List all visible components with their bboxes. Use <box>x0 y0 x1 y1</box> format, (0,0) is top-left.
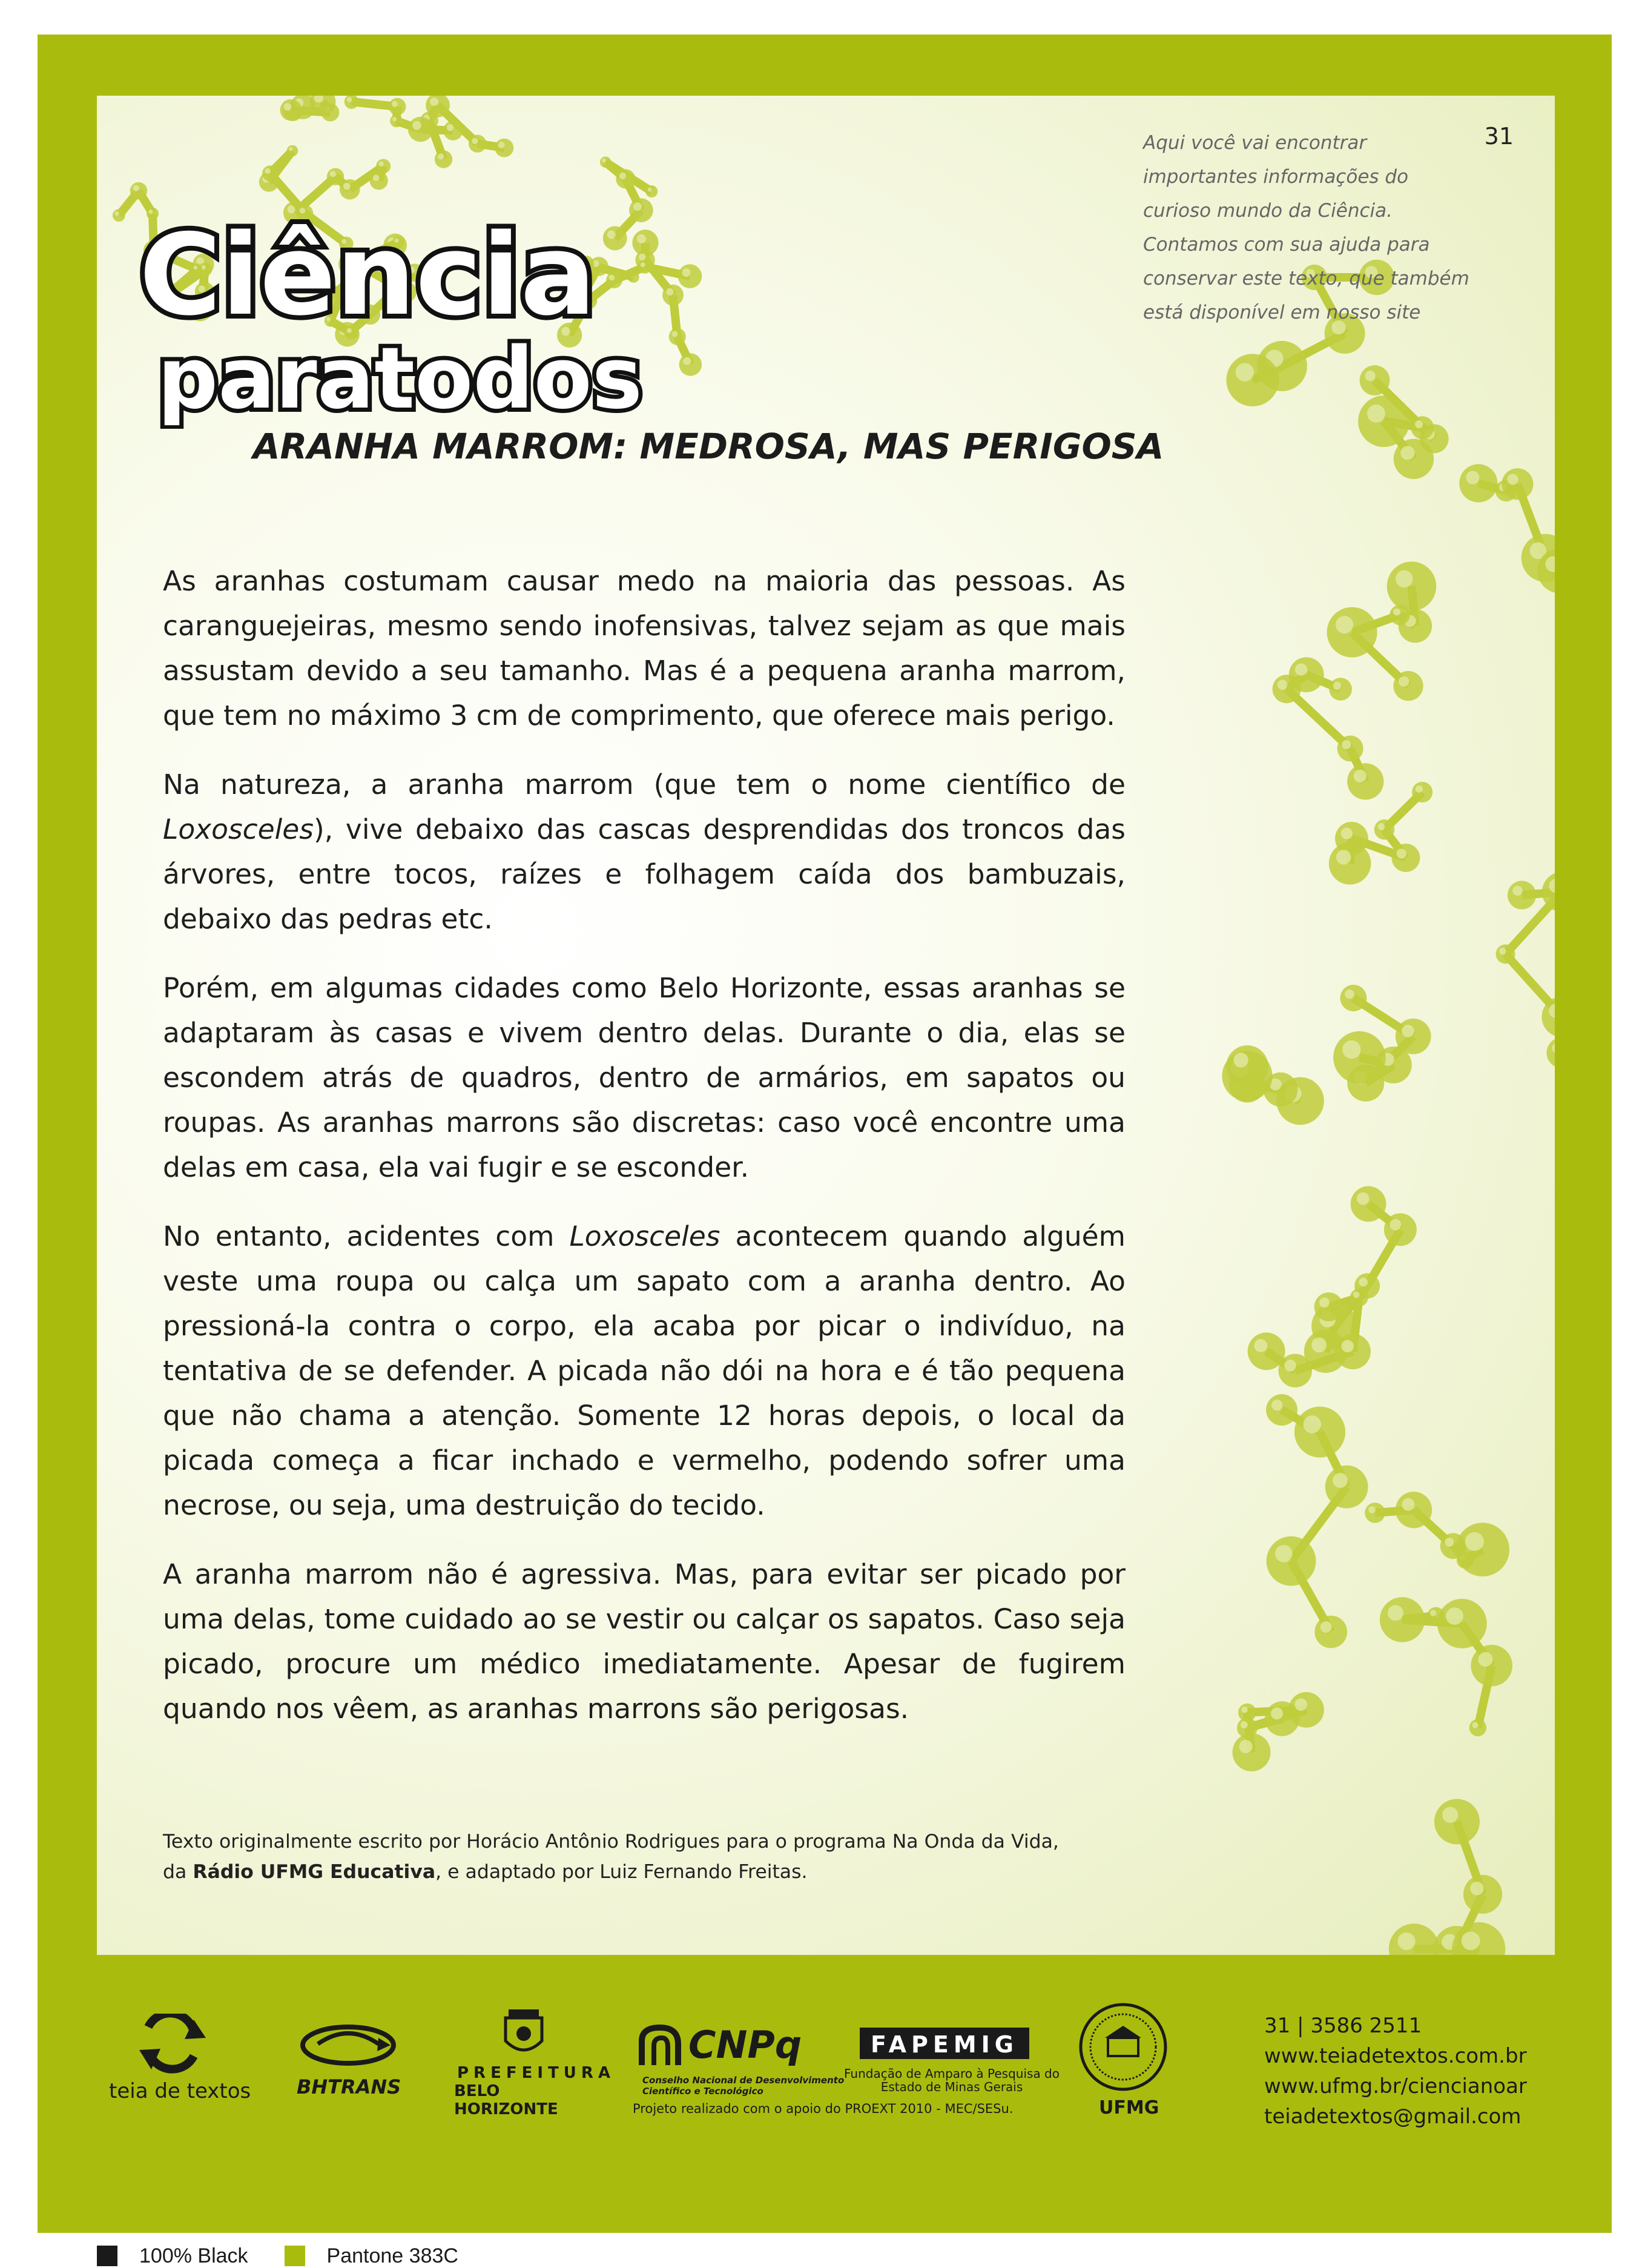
fapemig-label: FAPEMIG <box>871 2031 1018 2058</box>
logo-word-paratodos: paratodos <box>157 329 643 428</box>
scientific-name: Loxosceles <box>569 1220 720 1252</box>
paragraph: Na natureza, a aranha marrom (que tem o nome científico de Loxosceles), vive debaixo das cascas desprendidas dos troncos das árvores, entre tocos, raízes e folhagem caída dos bambuzais, debaixo das pedras etc. <box>163 769 1126 935</box>
teia-label: teia de textos <box>109 2079 251 2103</box>
intro-line: importantes informações do <box>1143 166 1409 188</box>
prefeitura-line2: BELO HORIZONTE <box>454 2082 558 2118</box>
prefeitura-line1: PREFEITURA <box>457 2064 616 2082</box>
fapemig-sub1: Fundação de Amparo à Pesquisa do <box>844 2066 1060 2081</box>
contact-info <box>1264 2011 1527 2132</box>
phone: 31 | 3586 2511 <box>1264 2014 1422 2038</box>
paragraph: As aranhas costumam causar medo na maioria das pessoas. As caranguejeiras, mesmo sendo inofensivas, talvez sejam as que mais assustam devido a seu tamanho. Mas é a pequena aranha marrom, que tem no máximo 3 cm de comprimento, que oferece mais perigo. <box>163 565 1126 732</box>
intro-blurb <box>1143 126 1531 329</box>
prefeitura-logo <box>448 2005 616 2118</box>
cnpq-sub1: Conselho Nacional de Desenvolvimento <box>642 2075 845 2086</box>
credits <box>163 1827 1192 1887</box>
cnpq-symbol-icon <box>633 2023 687 2071</box>
legend-black: 100% Black <box>97 2244 248 2268</box>
intro-line: Aqui você vai encontrar <box>1143 132 1367 154</box>
ufmg-logo <box>1072 2002 1181 2117</box>
teia-de-textos-logo <box>103 2014 254 2103</box>
intro-line: curioso mundo da Ciência. <box>1143 200 1393 222</box>
credits-line: Texto originalmente escrito por Horácio Antônio Rodrigues para o programa Na Onda da Vida, <box>163 1831 1059 1853</box>
paragraph: A aranha marrom não é agressiva. Mas, para evitar ser picado por uma delas, tome cuidado ao se vestir ou calçar os sapatos. Caso seja picado, procure um médico imediatamente. Apesar de fugirem quando nos vêem, as aranhas marrons são perigosas. <box>163 1558 1126 1725</box>
logo-word-ciencia: Ciência <box>139 210 596 340</box>
cnpq-sub2: Científico e Tecnológico <box>642 2086 763 2097</box>
intro-line: Contamos com sua ajuda para <box>1143 234 1430 256</box>
radio-name: Rádio UFMG Educativa <box>193 1861 436 1883</box>
article-body <box>163 559 1126 1756</box>
page-number: 31 <box>1484 123 1514 150</box>
intro-line: está disponível em nosso site <box>1143 302 1421 323</box>
website-link[interactable]: www.ufmg.br/ciencianoar <box>1264 2074 1527 2098</box>
credits-line: da Rádio UFMG Educativa, e adaptado por Luiz Fernando Freitas. <box>163 1861 808 1883</box>
paragraph: Porém, em algumas cidades como Belo Horizonte, essas aranhas se adaptaram às casas e vivem dentro delas. Durante o dia, elas se escondem atrás de quadros, dentro de armários, em sapatos ou roupas. As aranhas marrons são discretas: caso você encontre uma delas em casa, ela vai fugir e se esconder. <box>163 972 1126 1183</box>
bhtrans-swirl-icon <box>294 2020 403 2074</box>
ufmg-seal-icon <box>1072 2002 1175 2092</box>
support-note: Projeto realizado com o apoio do PROEXT 2010 - MEC/SESu. <box>633 2101 1014 2116</box>
article-title: ARANHA MARROM: MEDROSA, MAS PERIGOSA <box>252 426 1164 467</box>
bhtrans-label: BHTRANS <box>297 2075 401 2098</box>
fapemig-sub2: Estado de Minas Gerais <box>880 2080 1023 2094</box>
content-panel <box>97 96 1555 1955</box>
website-link[interactable]: www.teiadetextos.com.br <box>1264 2044 1527 2068</box>
legend-green: Pantone 383C <box>285 2244 458 2268</box>
email-link[interactable]: teiadetextos@gmail.com <box>1264 2104 1521 2129</box>
black-swatch <box>97 2246 117 2266</box>
cnpq-label: CNPq <box>688 2023 802 2067</box>
color-legend <box>97 2244 495 2268</box>
fapemig-logo <box>842 2023 1060 2094</box>
paragraph: No entanto, acidentes com Loxosceles acontecem quando alguém veste uma roupa ou calça um sapato com a aranha dentro. Ao pressioná-la contra o corpo, ela acaba por picar o indivíduo, na tentativa de se defender. A picada não dói na hora e é tão pequena que não chama a atenção. Somente 12 horas depois, o local da picada começa a ficar inchado e vermelho, podendo sofrer uma necrose, ou seja, uma destruição do tecido. <box>163 1220 1126 1521</box>
scientific-name: Loxosceles <box>163 813 314 845</box>
bhtrans-logo <box>294 2020 415 2104</box>
fapemig-badge <box>860 2028 1029 2059</box>
green-swatch <box>285 2246 305 2266</box>
ciencia-para-todos-logo <box>121 174 727 429</box>
city-crest-icon <box>448 2005 599 2062</box>
teia-recycle-icon <box>103 2014 254 2074</box>
intro-line: conservar este texto, que também <box>1143 268 1469 289</box>
cnpq-logo <box>633 2023 845 2101</box>
ufmg-label: UFMG <box>1099 2097 1159 2118</box>
